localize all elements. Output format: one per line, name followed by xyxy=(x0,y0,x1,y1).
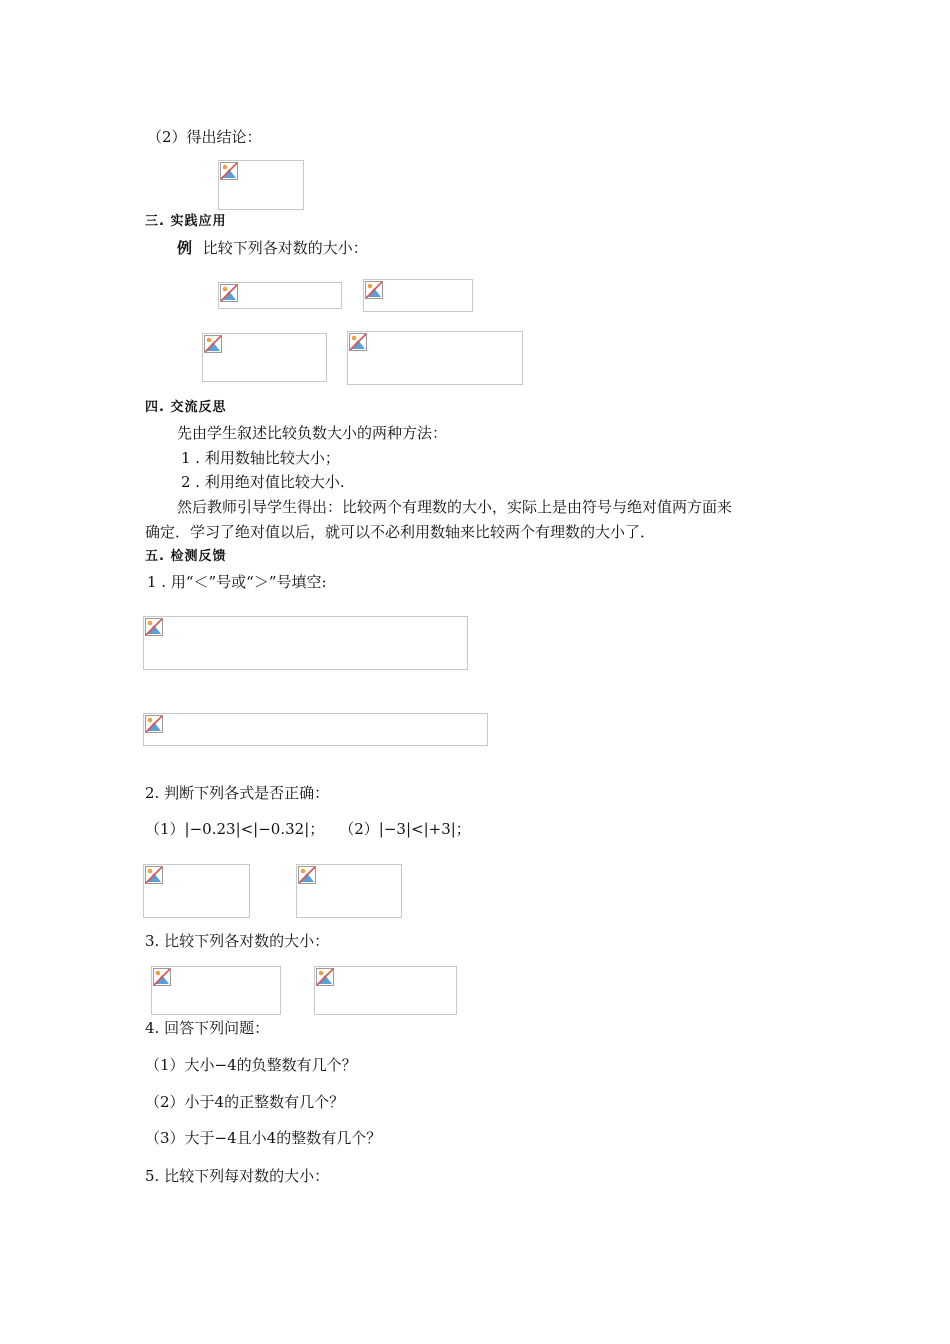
example-line xyxy=(177,238,368,258)
question-4-c: （3）大于−4且小4的整数有几个？ xyxy=(145,1129,382,1147)
image-placeholder xyxy=(143,864,250,918)
image-placeholder xyxy=(347,331,523,385)
image-placeholder xyxy=(363,279,473,312)
broken-image-icon xyxy=(145,618,163,636)
section-5-title: 五. 检测反馈 xyxy=(145,549,227,564)
broken-image-icon xyxy=(145,866,163,884)
question-5: 5. 比较下列每对数的大小： xyxy=(145,1167,330,1185)
broken-image-icon xyxy=(204,335,222,353)
section-3-title: 三. 实践应用 xyxy=(145,214,227,229)
broken-image-icon xyxy=(145,715,163,733)
broken-image-icon xyxy=(349,333,367,351)
image-placeholder xyxy=(151,966,281,1015)
conclusion-text: （2）得出结论： xyxy=(147,128,262,146)
image-placeholder xyxy=(296,864,402,918)
image-placeholder xyxy=(143,713,488,746)
example-label: 例 xyxy=(177,239,193,257)
list-item: 1 . 利用数轴比较大小； xyxy=(181,449,340,467)
image-placeholder xyxy=(202,333,327,382)
question-2-items: （1）|−0.23|<|−0.32|； （2）|−3|<|+3|； xyxy=(145,820,471,838)
broken-image-icon xyxy=(153,968,171,986)
question-1: 1 . 用“＜”号或“＞”号填空: xyxy=(147,573,327,591)
list-item: 2 . 利用绝对值比较大小. xyxy=(181,473,345,491)
broken-image-icon xyxy=(220,284,238,302)
image-placeholder xyxy=(314,966,457,1015)
question-2: 2. 判断下列各式是否正确： xyxy=(145,784,330,802)
paragraph: 先由学生叙述比较负数大小的两种方法： xyxy=(177,424,448,442)
broken-image-icon xyxy=(316,968,334,986)
image-placeholder xyxy=(218,282,342,309)
question-4-b: （2）小于4的正整数有几个？ xyxy=(145,1093,345,1111)
broken-image-icon xyxy=(220,162,238,180)
image-placeholder xyxy=(218,160,304,210)
paragraph: 然后教师引导学生得出：比较两个有理数的大小，实际上是由符号与绝对值两方面来 xyxy=(177,498,733,516)
broken-image-icon xyxy=(365,281,383,299)
example-text: 比较下列各对数的大小： xyxy=(202,239,368,257)
broken-image-icon xyxy=(298,866,316,884)
question-3: 3. 比较下列各对数的大小： xyxy=(145,932,330,950)
question-4: 4. 回答下列问题： xyxy=(145,1019,270,1037)
image-placeholder xyxy=(143,616,468,670)
question-4-a: （1）大小−4的负整数有几个？ xyxy=(145,1056,357,1074)
section-4-title: 四. 交流反思 xyxy=(145,400,227,415)
paragraph: 确定．学习了绝对值以后，就可以不必利用数轴来比较两个有理数的大小了． xyxy=(145,523,656,541)
